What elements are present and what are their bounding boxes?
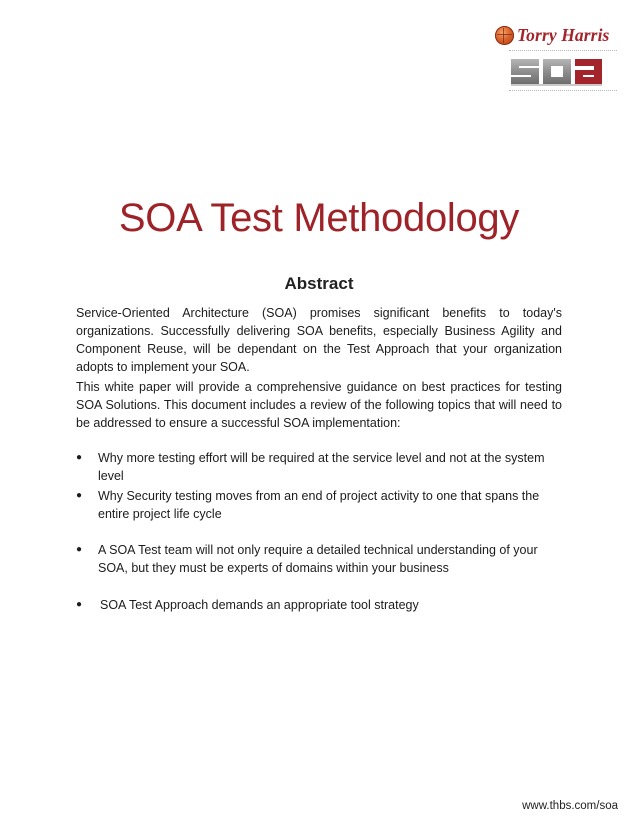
list-item-text: SOA Test Approach demands an appropriate tool strategy [100, 598, 419, 612]
logo-divider-bottom [509, 90, 617, 91]
list-item-text: Why Security testing moves from an end of project activity to one that spans the entire project life cycle [98, 489, 540, 521]
basketball-icon [495, 26, 514, 45]
abstract-paragraph-1: Service-Oriented Architecture (SOA) promises significant benefits to today's organizations. Successfully delivering SOA benefits, especially Business Agility and Component Reuse, will be dependant on the Test Approach that your organization adopts to implement your SOA. [76, 306, 562, 374]
bullet-icon: ● [76, 599, 83, 610]
list-item [76, 487, 566, 523]
abstract-heading: Abstract [284, 274, 354, 293]
bullet-icon: ● [76, 490, 83, 501]
brand-name: Torry Harris [517, 24, 610, 45]
bullet-icon: ● [76, 452, 83, 463]
abstract-paragraph-2: This white paper will provide a comprehensive guidance on best practices for testing SOA Solutions. This document includes a review of the following topics that will need to be addressed to ensure a successful SOA implementation: [76, 380, 562, 430]
list-item-text: Why more testing effort will be required at the service level and not at the system level [98, 451, 545, 483]
list-item [76, 449, 566, 485]
logo-divider-top [509, 50, 617, 51]
document-title: SOA Test Methodology [118, 196, 520, 240]
list-item [76, 596, 566, 614]
bullet-icon: ● [76, 544, 83, 555]
company-logo [495, 22, 620, 94]
list-item-text: A SOA Test team will not only require a detailed technical understanding of your SOA, but they must be experts of domains within your business [98, 543, 538, 575]
footer-url: www.thbs.com/soa [522, 800, 618, 812]
logo-header [495, 22, 609, 48]
list-item [76, 541, 566, 577]
soa-logo-mark [509, 53, 604, 89]
